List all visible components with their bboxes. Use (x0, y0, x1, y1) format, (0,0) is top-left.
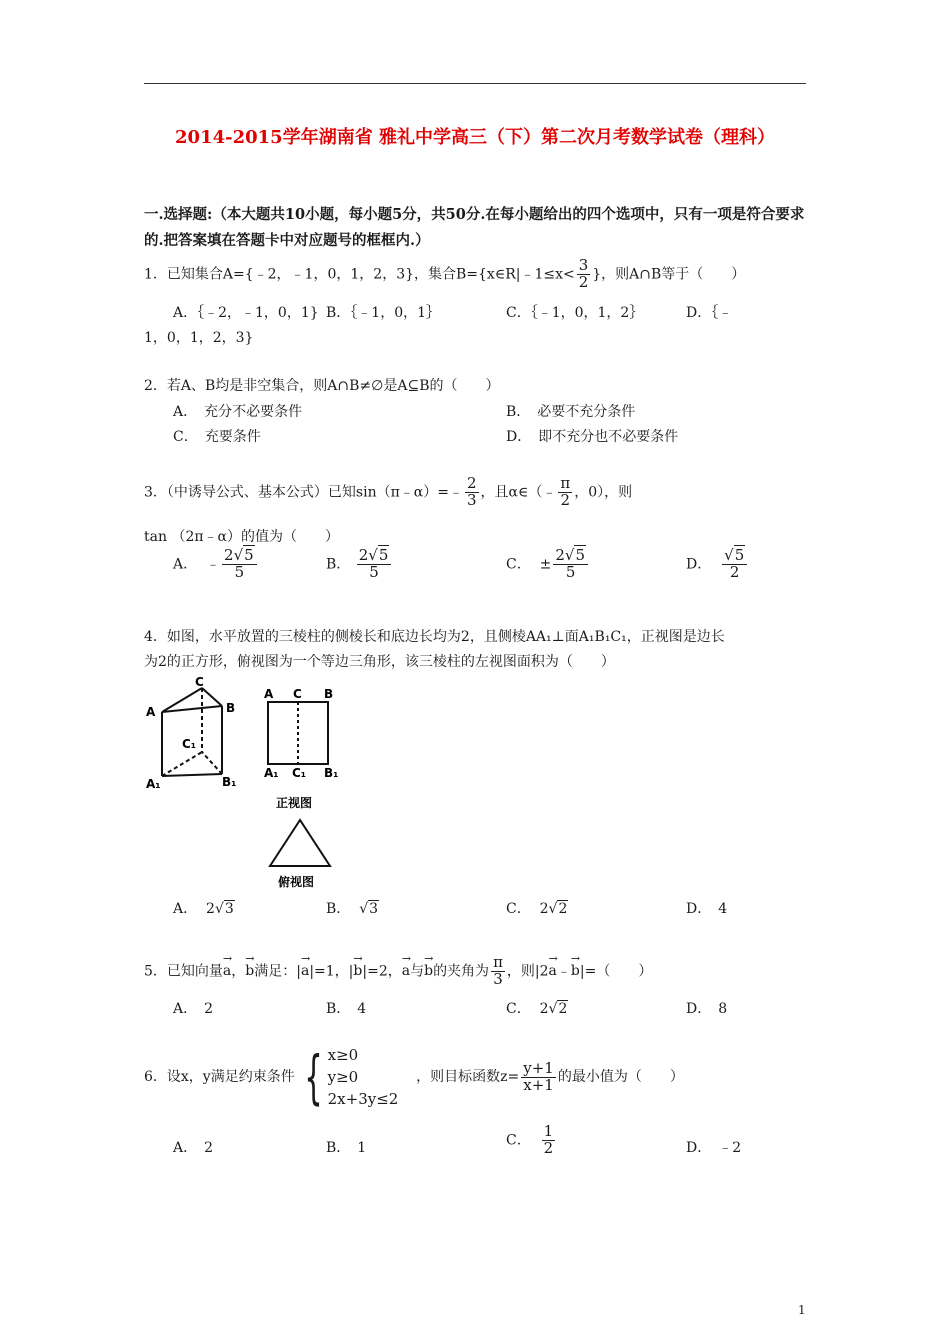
front-label-A1: A₁ (264, 766, 279, 780)
q2-option-b: B． 必要不充分条件 (506, 404, 636, 420)
q3-option-c: C． ± $\frac{2√5}{5}$ (506, 548, 590, 581)
q3-fraction-1: $\frac{2}{3}$ (466, 474, 477, 509)
q1-fraction: $\frac{3}{2}$ (578, 256, 589, 291)
front-view-drawing (268, 702, 328, 764)
label-B1: B₁ (222, 775, 237, 789)
top-view-triangle (270, 820, 330, 866)
q6-constraint-system: { x≥0 y≥0 2x+3y≤2 (303, 1043, 399, 1111)
q1-option-a: A．｛﹣2，﹣1，0，1} (173, 305, 319, 321)
front-label-B1: B₁ (324, 766, 339, 780)
label-C1: C₁ (182, 737, 197, 751)
q3-option-a: A． ﹣ $\frac{2√5}{5}$ (173, 548, 259, 581)
question-5: 5．已知向量→ a，→ b满足：|→ a|=1，|→ b|=2，→ a与→ b的夹角为 $\frac{\pi}{3}$ ，则|2→ a﹣→ b|=（ ） (144, 955, 652, 988)
q1-option-b: B．｛﹣1，0，1｝ (326, 305, 441, 321)
label-A1: A₁ (146, 777, 161, 791)
q3-option-b: B． $\frac{2√5}{5}$ (326, 548, 393, 581)
question-1 (144, 258, 745, 291)
question-4-line2: 为2的正方形，俯视图为一个等边三角形，该三棱柱的左视图面积为（ ） (144, 654, 615, 670)
q1-stem-post: }，则A∩B等于（ ） (592, 266, 746, 283)
q4-option-c: C． 2√2 (506, 901, 568, 917)
page-number: 1 (798, 1303, 806, 1317)
front-label-A: A (264, 687, 274, 701)
q1-option-d: D．｛﹣ (686, 305, 733, 321)
q5-option-c: C． 2√2 (506, 1001, 568, 1017)
question-4-line1: 4．如图，水平放置的三棱柱的侧棱长和底边长均为2，且侧棱AA₁⊥面A₁B₁C₁，正视图是边长 (144, 629, 725, 645)
q5-option-b: B． 4 (326, 1001, 367, 1017)
question-6: 6．设x，y满足约束条件 { x≥0 y≥0 2x+3y≤2 ，则目标函数z= $\frac{y+1}{x+1}$ 的最小值为（ ） (144, 1043, 684, 1111)
front-label-C: C (293, 687, 302, 701)
q4-option-d: D． 4 (686, 901, 728, 917)
page-title: 2014-2015学年湖南省 雅礼中学高三（下）第二次月考数学试卷（理科） (175, 127, 775, 148)
q4-option-a: A． 2√3 (173, 901, 234, 917)
prism-drawing (162, 688, 222, 776)
q2-option-a: A． 充分不必要条件 (173, 404, 303, 420)
header-rule (144, 83, 806, 84)
q6-option-b: B． 1 (326, 1140, 367, 1156)
q6-option-c: C． $\frac{1}{2}$ (506, 1122, 554, 1157)
q3-option-d: D． $\frac{√5}{2}$ (686, 548, 749, 581)
question-3: 3．（中诱导公式、基本公式）已知sin（π﹣α）=﹣ $\frac{2}{3}$ ，且α∈（﹣ $\frac{\pi}{2}$ ，0），则 (144, 474, 633, 509)
q2-option-c: C． 充要条件 (173, 429, 261, 445)
q5-option-d: D． 8 (686, 1001, 728, 1017)
q1-stem-pre: 1．已知集合A={﹣2，﹣1，0，1，2，3}，集合B={x∈R|﹣1≤x< (144, 266, 575, 283)
label-C: C (195, 676, 204, 689)
front-view-caption: 正视图 (276, 796, 313, 810)
q1-option-d-cont: 1，0，1，2，3} (144, 330, 254, 346)
q3-fraction-2: $\frac{\pi}{2}$ (560, 474, 571, 509)
q2-option-d: D． 即不充分也不必要条件 (506, 429, 679, 445)
q3-stem-line2: tan （2π﹣α）的值为（ ） (144, 529, 340, 545)
q4-option-b: B． √3 (326, 901, 379, 917)
q5-option-a: A． 2 (173, 1001, 214, 1017)
q1-option-c: C．｛﹣1，0，1，2｝ (506, 305, 644, 321)
label-A: A (146, 705, 156, 719)
label-B: B (226, 701, 236, 715)
front-label-B: B (324, 687, 334, 701)
front-label-C1: C₁ (292, 766, 307, 780)
top-view-caption: 俯视图 (278, 875, 315, 889)
prism-figure (140, 676, 380, 894)
section-heading: 一.选择题:（本大题共10小题，每小题5分，共50分.在每小题给出的四个选项中，只有一项是符合要求的.把答案填在答题卡中对应题号的框框内.） (144, 206, 805, 249)
q6-option-d: D． ﹣2 (686, 1140, 742, 1156)
q6-option-a: A． 2 (173, 1140, 214, 1156)
question-2: 2．若A、B均是非空集合，则A∩B≠∅是A⊆B的（ ） (144, 378, 500, 394)
